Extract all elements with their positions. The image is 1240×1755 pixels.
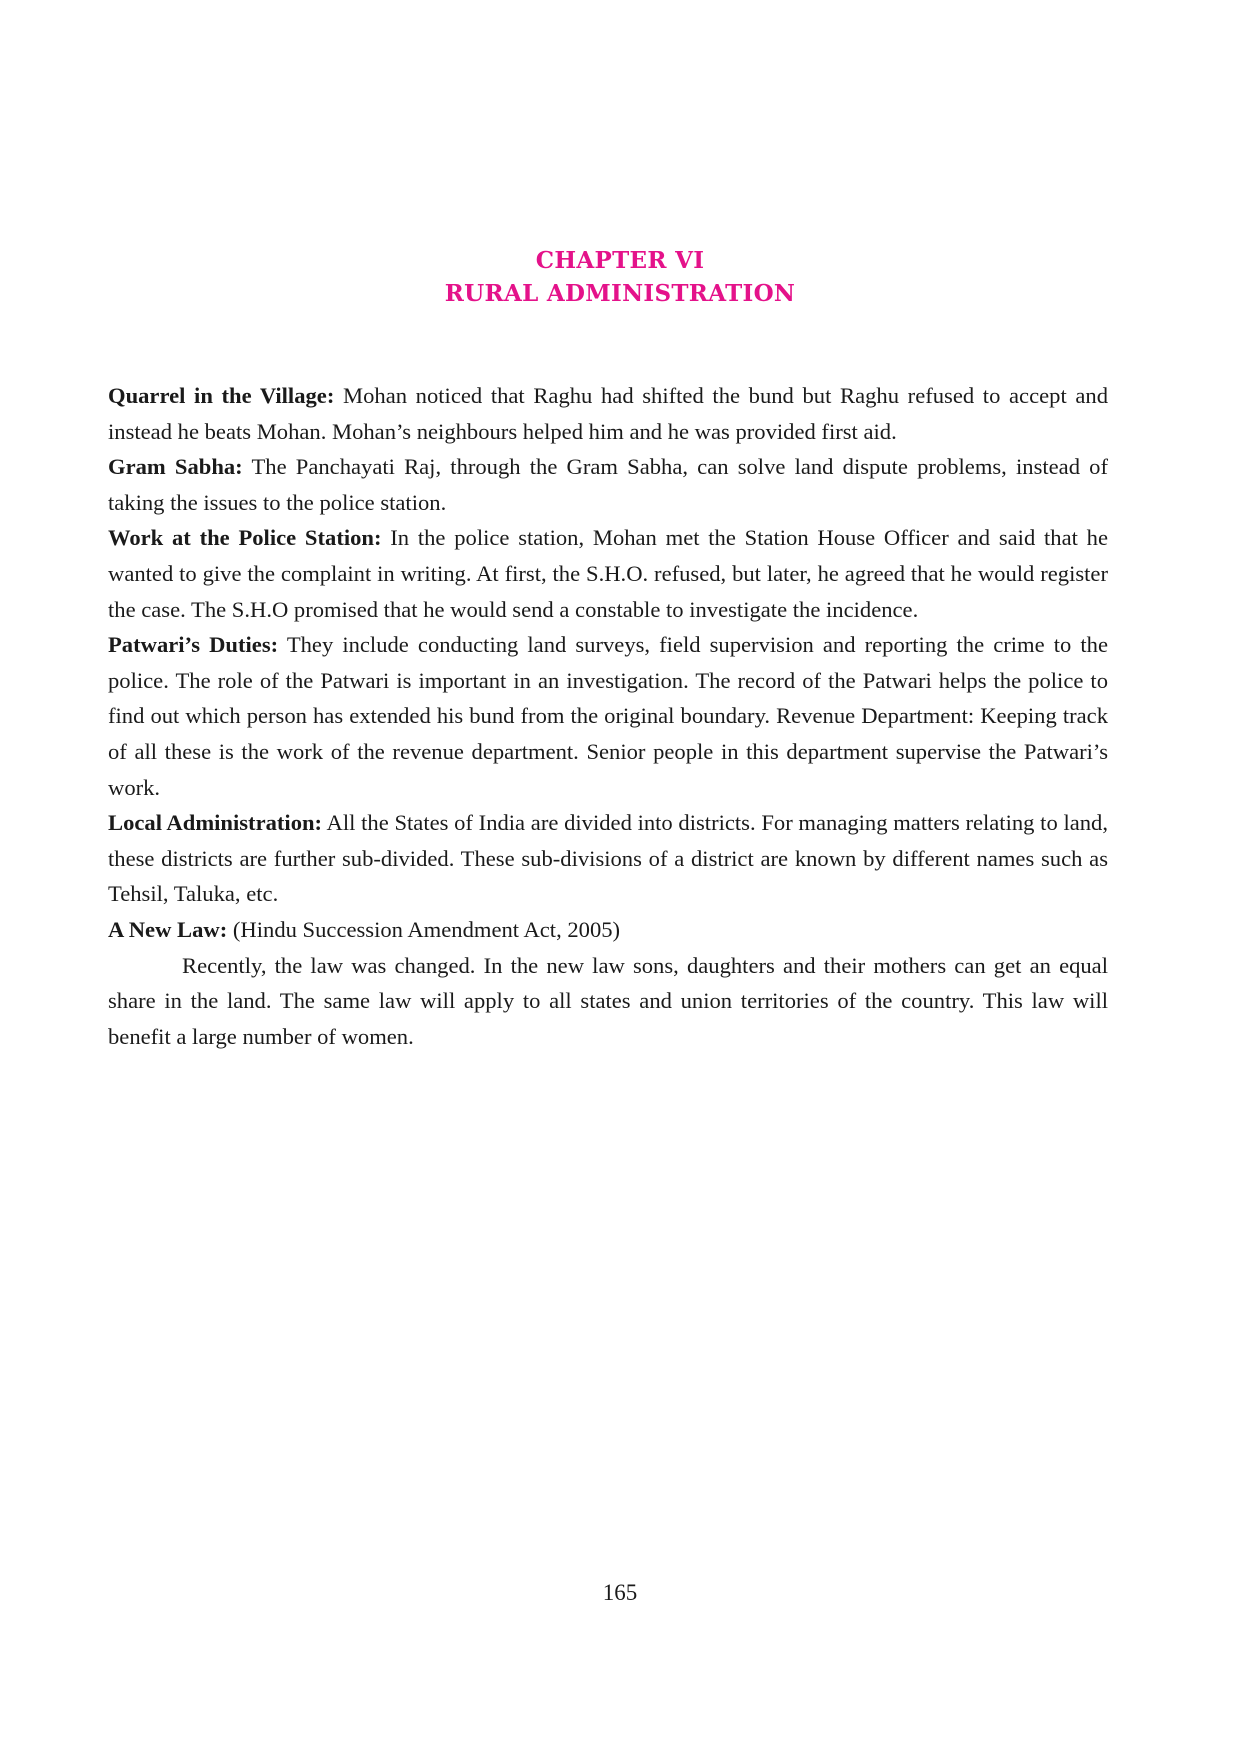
section-heading: Gram Sabha: [108, 454, 243, 480]
section-heading: Patwari’s Duties: [108, 632, 279, 658]
section-patwari-duties [108, 627, 1108, 805]
section-text: The Panchayati Raj, through the Gram Sabha, can solve land dispute problems, instead of taking the issues to the police station. [108, 454, 1108, 515]
chapter-body [108, 378, 1108, 1054]
section-text: They include conducting land surveys, field supervision and reporting the crime to the police. The role of the Patwari is important in an investigation. The record of the Patwari helps the police to find out which person has extended his bund from the original boundary. Revenue Department: Keeping track of all these is the work of the revenue department. Senior people in this department supervise the Patwari’s work. [108, 632, 1108, 800]
page-number: 165 [602, 1580, 638, 1605]
section-local-administration [108, 805, 1108, 912]
section-text: In the police station, Mohan met the Station House Officer and said that he wanted to give the complaint in writing. At first, the S.H.O. refused, but later, he agreed that he would register the case. The S.H.O promised that he would send a constable to investigate the incidence. [108, 525, 1108, 622]
section-text: All the States of India are divided into districts. For managing matters relating to land, these districts are further sub-divided. These sub-divisions of a district are known by different names such as Tehsil, Taluka, etc. [108, 810, 1108, 907]
section-heading: A New Law: [108, 916, 228, 942]
chapter-heading [0, 244, 1240, 310]
chapter-title: RURAL ADMINISTRATION [444, 280, 796, 307]
section-text: Mohan noticed that Raghu had shifted the bund but Raghu refused to accept and instead he beats Mohan. Mohan’s neighbours helped him and he was provided first aid. [108, 383, 1108, 444]
section-police-station [108, 520, 1108, 627]
section-new-law [108, 912, 1108, 948]
closing-paragraph: Recently, the law was changed. In the new law sons, daughters and their mothers can get an equal share in the land. The same law will apply to all states and union territories of the country. This law will benefit a large number of women. [108, 952, 1108, 1049]
chapter-number: CHAPTER VI [535, 247, 705, 274]
section-text: (Hindu Succession Amendment Act, 2005) [227, 916, 621, 942]
section-quarrel [108, 378, 1108, 449]
section-heading: Work at the Police Station: [108, 525, 382, 551]
section-heading: Local Administration: [108, 810, 323, 836]
section-heading: Quarrel in the Village: [108, 383, 335, 408]
section-gram-sabha [108, 449, 1108, 520]
